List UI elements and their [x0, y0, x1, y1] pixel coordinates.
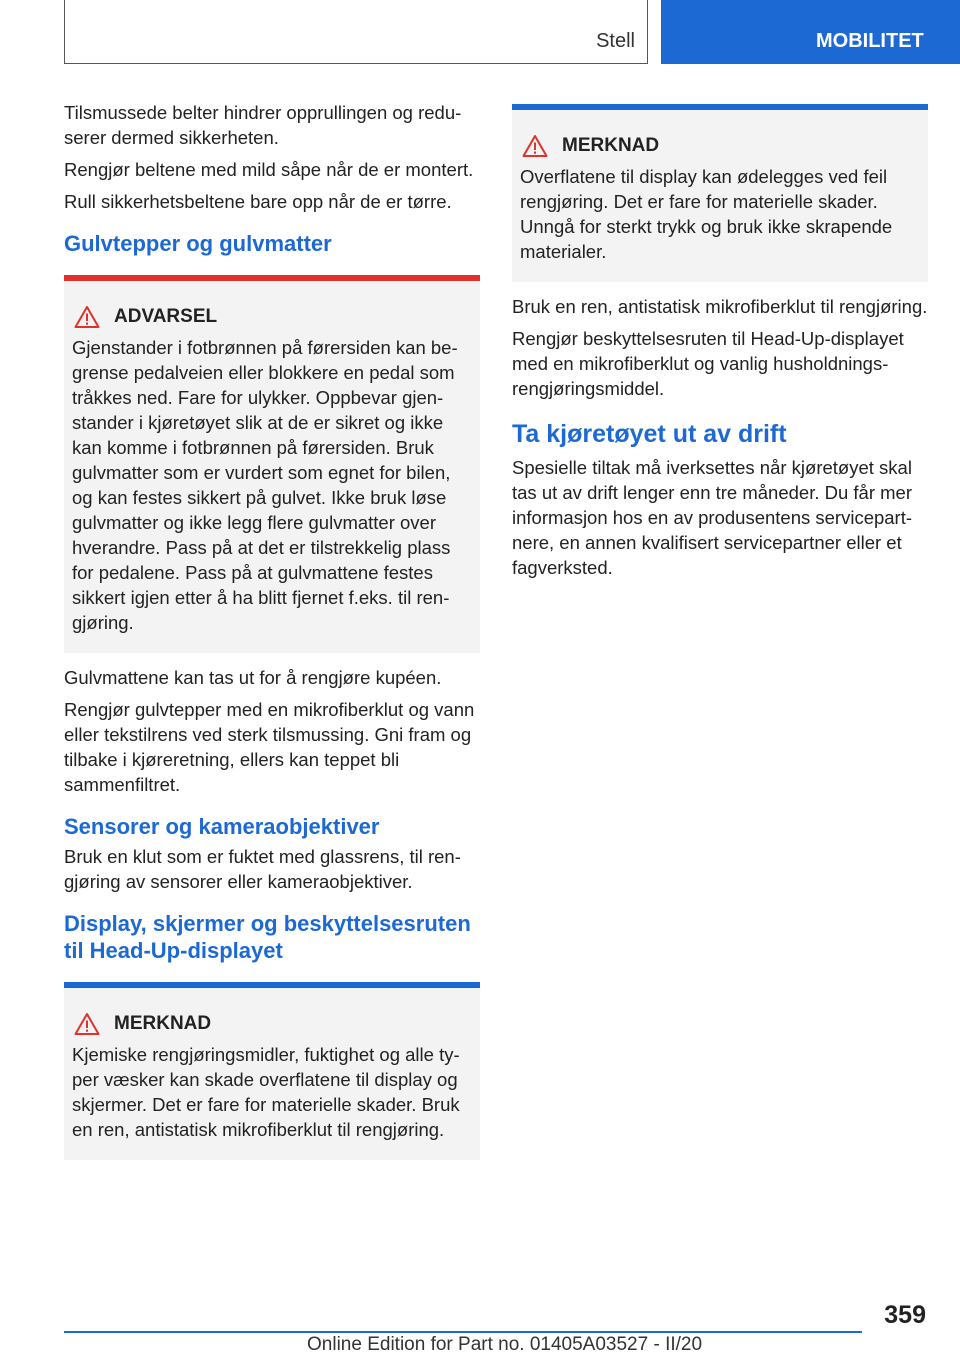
- paragraph: Rengjør beltene med mild såpe når de er montert.: [64, 159, 474, 180]
- notice-box: [64, 982, 480, 1160]
- footer-divider: [64, 1331, 862, 1333]
- warning-text: Gjenstander i fotbrønnen på førersiden kan begrense pedalveien eller blokkere en pedal som tråkkes ned. Fare for ulykker. Oppbevar gjenstander i kjøretøyet slik at de er sikret og ikke kan komme i fotbrønnen på førersiden. Bruk gulvmatter som er vurdert som egnet for bilen, og kan festes sikkert på gulvet. Ikke bruk løse gulvmatter og ikke legg flere gulvmatter over hverandre. Pass på at det er tilstrekkelig plass for pedalene. Pass på at gulvmattene festes sikkert igjen etter å ha blitt fjernet f.eks. til rengjøring.: [72, 337, 458, 633]
- header-section-title: Stell: [596, 30, 635, 52]
- notice-text: Overflatene til display kan ødelegges ved feil rengjøring. Det er fare for materielle skader. Unngå for sterkt trykk og bruk ikke skrapende materialer.: [520, 166, 893, 262]
- warning-triangle-icon: [74, 305, 100, 329]
- paragraph: Gulvmattene kan tas ut for å rengjøre kupéen.: [64, 667, 442, 688]
- header-chapter-tab: MOBILITET: [661, 0, 960, 64]
- paragraph: Rull sikkerhetsbeltene bare opp når de er tørre.: [64, 191, 452, 212]
- notice-title: [72, 1012, 472, 1036]
- warning-box: [64, 275, 480, 653]
- footer-edition-text: Online Edition for Part no. 01405A03527 - II/20: [307, 1334, 703, 1355]
- paragraph: Rengjør beskyttelsesruten til Head-Up-displayet med en mikrofiberklut og vanlig husholdningsrengjøringsmiddel.: [512, 328, 904, 399]
- left-column: [64, 100, 480, 1172]
- notice-text: Kjemiske rengjøringsmidler, fuktighet og alle typer væsker kan skade overflatene til display og skjermer. Det er fare for materielle skader. Bruk en ren, antistatisk mikrofiberklut til rengjøring.: [72, 1044, 460, 1140]
- warning-triangle-icon: [522, 134, 548, 158]
- right-column: [512, 104, 928, 587]
- section-heading-carpets: Gulvtepper og gulvmatter: [64, 231, 332, 256]
- warning-triangle-icon: [74, 1012, 100, 1036]
- notice-box: [512, 104, 928, 282]
- warning-title-text: ADVARSEL: [114, 306, 218, 327]
- page-number: 359: [884, 1301, 926, 1329]
- notice-title-text: MERKNAD: [562, 135, 660, 156]
- paragraph: Rengjør gulvtepper med en mikrofiberklut og vann eller tekstilrens ved sterk tilsmussing. Gni fram og tilbake i kjøreretning, ellers kan teppet bli sammenfiltret.: [64, 699, 475, 795]
- paragraph: Bruk en klut som er fuktet med glassrens, til rengjøring av sensorer eller kameraobjektiver.: [64, 846, 461, 892]
- header-frame: [64, 0, 648, 64]
- paragraph: Tilsmussede belter hindrer opprullingen og reduserer dermed sikkerheten.: [64, 102, 462, 148]
- warning-title: [72, 305, 472, 329]
- section-heading-display: Display, skjermer og beskyttelsesruten til Head-Up-displayet: [64, 911, 471, 963]
- paragraph: Spesielle tiltak må iverksettes når kjøretøyet skal tas ut av drift lenger enn tre måneder. Du får mer informasjon hos en av produsentens servicepartnere, en annen kvalifisert servicepartner eller et fagverksted.: [512, 457, 913, 578]
- section-heading-sensors: Sensorer og kameraobjektiver: [64, 814, 380, 839]
- notice-title-text: MERKNAD: [114, 1013, 212, 1034]
- paragraph: Bruk en ren, antistatisk mikrofiberklut til rengjøring.: [512, 296, 928, 317]
- section-heading-decommission: Ta kjøretøyet ut av drift: [512, 420, 787, 448]
- notice-title: [520, 134, 920, 158]
